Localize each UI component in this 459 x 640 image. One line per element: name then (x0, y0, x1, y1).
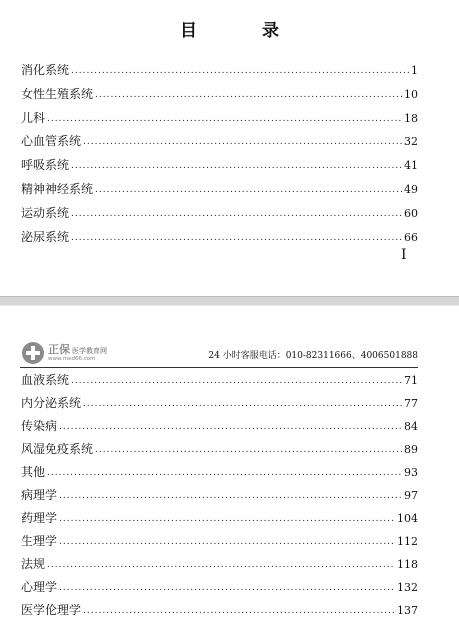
toc-entry-label: 风湿免疫系统 (21, 442, 94, 456)
toc-entry[interactable] (21, 108, 418, 132)
toc-entry-label: 消化系统 (21, 63, 70, 77)
toc-entry-page: 1 (411, 64, 418, 77)
toc-entry-label: 药理学 (21, 511, 58, 525)
toc-entry[interactable] (21, 203, 418, 227)
toc-leader-dots (71, 228, 402, 248)
toc-entry-page: 118 (397, 558, 418, 571)
toc-leader-dots (83, 394, 402, 414)
toc-leader-dots (71, 156, 402, 176)
page-header (20, 336, 418, 366)
toc-entry-page: 89 (404, 443, 418, 456)
toc-entry[interactable] (21, 554, 418, 577)
toc-entry-page: 112 (397, 535, 418, 548)
toc-entry[interactable] (21, 60, 418, 84)
toc-entry[interactable] (21, 462, 418, 485)
toc-entry-page: 132 (397, 581, 418, 594)
logo-url: www.med66.com (48, 355, 96, 362)
toc-leader-dots (47, 463, 402, 483)
toc-entry-page: 137 (397, 604, 418, 617)
toc-leader-dots (59, 417, 402, 437)
toc-entry[interactable] (21, 531, 418, 554)
toc-entry[interactable] (21, 416, 418, 439)
toc-entry-label: 其他 (21, 465, 46, 479)
toc-entry-page: 10 (404, 87, 418, 101)
toc-entry-page: 84 (404, 420, 418, 433)
toc-entry[interactable] (21, 155, 418, 179)
toc-entry-label: 生理学 (21, 534, 58, 548)
toc-entry-page: 97 (404, 489, 418, 502)
toc-leader-dots (95, 440, 402, 460)
toc-leader-dots (47, 555, 395, 575)
toc-leader-dots (47, 109, 402, 129)
toc-entry-label: 医学伦理学 (21, 603, 82, 617)
logo-text (48, 344, 107, 363)
page-separator (0, 296, 459, 306)
toc-title: 目 录 (180, 21, 303, 41)
toc-entry[interactable] (21, 84, 418, 108)
toc-entry-page: 93 (404, 466, 418, 479)
toc-entry-label: 心血管系统 (21, 134, 82, 149)
toc-entry-page: 66 (404, 230, 418, 244)
toc-entry[interactable] (21, 393, 418, 416)
toc-entry-label: 心理学 (21, 580, 58, 594)
toc-leader-dots (59, 509, 395, 529)
toc-leader-dots (95, 85, 402, 105)
toc-entry-label: 法规 (21, 557, 46, 571)
hotline-text: 24 小时客服电话：010-82311666、4006501888 (208, 351, 418, 361)
toc-leader-dots (83, 601, 395, 621)
toc-list-page-1 (21, 60, 418, 250)
toc-entry-page: 77 (404, 397, 418, 410)
page-number-roman: I (401, 247, 407, 263)
toc-entry-page: 49 (404, 182, 418, 196)
toc-entry-label: 血液系统 (21, 373, 70, 387)
toc-leader-dots (59, 578, 395, 598)
toc-entry-page: 60 (404, 206, 418, 220)
toc-entry-label: 呼吸系统 (21, 158, 70, 173)
toc-entry-label: 泌尿系统 (21, 229, 70, 244)
header-divider (20, 367, 418, 368)
toc-page-1 (0, 0, 459, 296)
toc-entry-label: 女性生殖系统 (21, 86, 94, 101)
toc-entry[interactable] (21, 227, 418, 251)
toc-entry-label: 病理学 (21, 488, 58, 502)
toc-entry-label: 运动系统 (21, 205, 70, 220)
toc-entry-page: 41 (404, 159, 418, 173)
toc-entry[interactable] (21, 485, 418, 508)
toc-entry[interactable] (21, 439, 418, 462)
toc-entry[interactable] (21, 370, 418, 393)
toc-list-page-2 (21, 370, 418, 623)
toc-entry-page: 18 (404, 111, 418, 125)
toc-entry[interactable] (21, 508, 418, 531)
toc-entry-label: 儿科 (21, 110, 46, 125)
toc-leader-dots (71, 371, 402, 391)
toc-entry[interactable] (21, 600, 418, 623)
logo-name: 医学教育网 (72, 346, 107, 355)
toc-entry-page: 71 (404, 374, 418, 387)
toc-entry-label: 精神神经系统 (21, 181, 94, 196)
toc-leader-dots (71, 204, 402, 224)
toc-entry[interactable] (21, 577, 418, 600)
toc-entry-page: 104 (397, 512, 418, 525)
toc-leader-dots (59, 532, 395, 552)
toc-page-2 (0, 306, 459, 640)
toc-leader-dots (83, 132, 402, 152)
medical-cross-icon (22, 342, 44, 364)
toc-leader-dots (71, 61, 409, 81)
toc-entry-page: 32 (404, 135, 418, 149)
toc-entry[interactable] (21, 131, 418, 155)
toc-entry-label: 传染病 (21, 419, 58, 433)
toc-entry[interactable] (21, 179, 418, 203)
toc-leader-dots (95, 180, 402, 200)
toc-entry-label: 内分泌系统 (21, 396, 82, 410)
logo-brand: 正保 (48, 342, 70, 356)
toc-leader-dots (59, 486, 402, 506)
brand-logo (22, 340, 132, 366)
